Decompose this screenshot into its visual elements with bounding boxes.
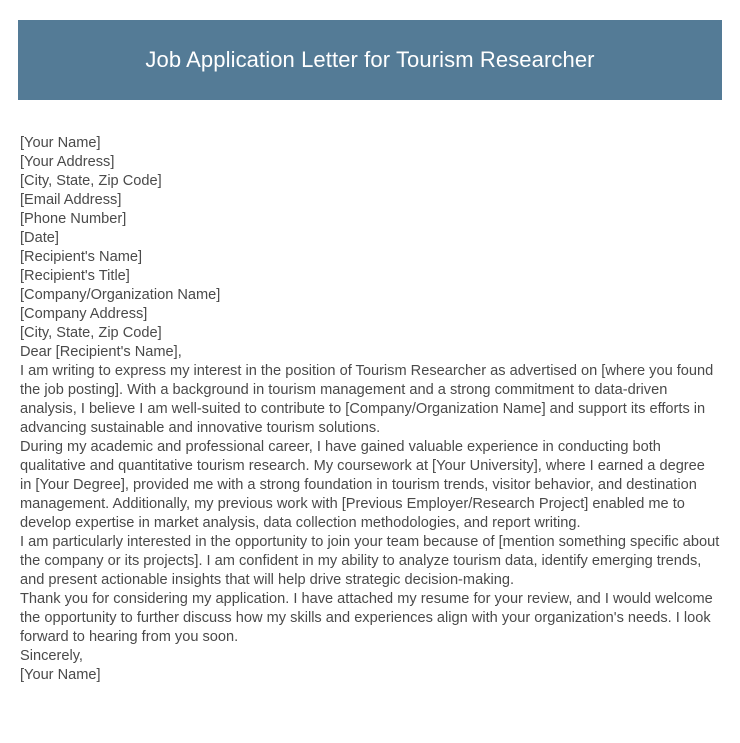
sender-name-line: [Your Name] [20, 135, 101, 151]
sender-phone-line: [Phone Number] [20, 211, 127, 227]
body-paragraph-4: Thank you for considering my application. I have attached my resume for your review, and I would welcome the opportunity to further discuss how my skills and experiences align with your organization's needs. I look forward to hearing from you soon. [20, 591, 713, 645]
document-header-banner [18, 20, 722, 100]
sender-city-state-zip-line: [City, State, Zip Code] [20, 173, 162, 189]
recipient-address-block [20, 248, 720, 343]
body-paragraph-3: I am particularly interested in the opportunity to join your team because of [mention something specific about the company or its projects]. I am confident in my ability to analyze tourism data, identify emerging trends, and present actionable insights that will help drive strategic decision-making. [20, 534, 720, 588]
sender-address-block [20, 134, 720, 248]
date-line: [Date] [20, 230, 59, 246]
recipient-name-line: [Recipient's Name] [20, 249, 143, 265]
recipient-city-state-zip-line: [City, State, Zip Code] [20, 325, 162, 341]
body-paragraph-1: I am writing to express my interest in the position of Tourism Researcher as advertised on [where you found the job posting]. With a background in tourism management and a strong commitment to data-driven analysis, I believe I am well-suited to contribute to [Company/Organization Name] and support its efforts in advancing sustainable and innovative tourism solutions. [20, 363, 714, 436]
sender-email-line: [Email Address] [20, 192, 122, 208]
recipient-title-line: [Recipient's Title] [20, 268, 130, 284]
sender-address-line: [Your Address] [20, 154, 115, 170]
recipient-company-line: [Company/Organization Name] [20, 287, 221, 303]
page-title: Job Application Letter for Tourism Researcher [145, 46, 595, 72]
salutation-line: Dear [Recipient's Name], [20, 344, 182, 360]
recipient-company-address-line: [Company Address] [20, 306, 148, 322]
letter-body [20, 134, 720, 685]
closing-line: Sincerely, [20, 648, 83, 664]
signature-line: [Your Name] [20, 667, 101, 683]
body-paragraph-2: During my academic and professional career, I have gained valuable experience in conducting both qualitative and quantitative tourism research. My coursework at [Your University], where I earned a degree in [Your Degree], provided me with a strong foundation in tourism trends, visitor behavior, and destination management. Additionally, my previous work with [Previous Employer/Research Project] enabled me to develop expertise in market analysis, data collection methodologies, and report writing. [20, 439, 705, 531]
